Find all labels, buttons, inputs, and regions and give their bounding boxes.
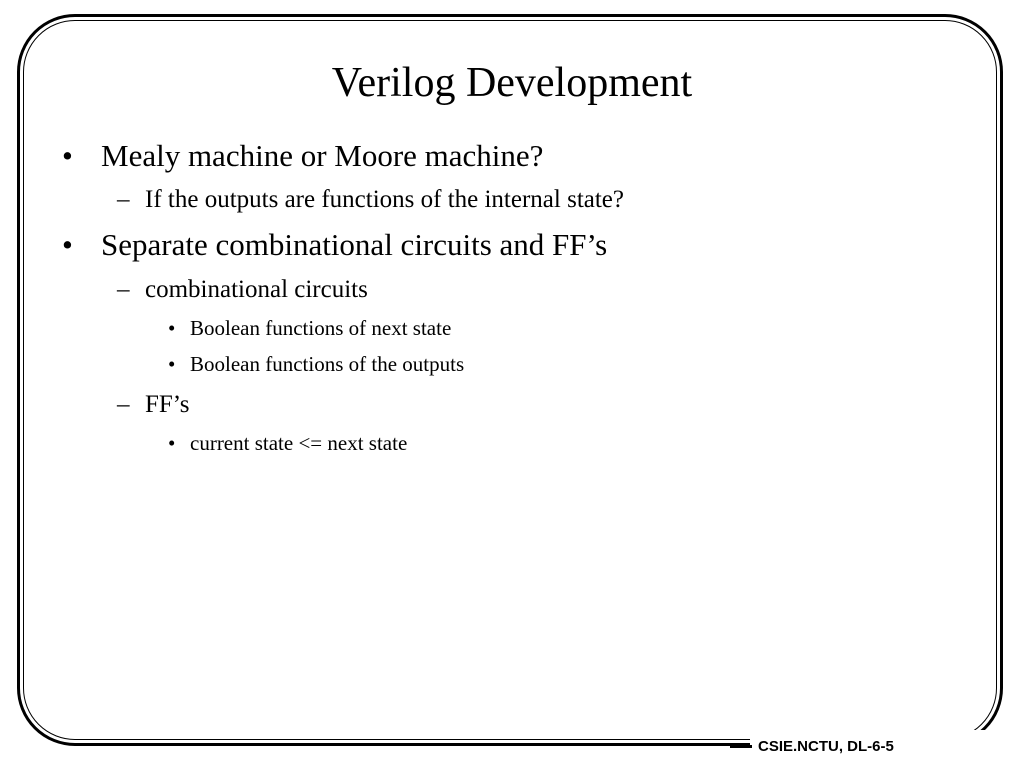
- sub-bullet-text: combinational circuits: [145, 276, 368, 303]
- sub-sub-bullet-text: current state <= next state: [190, 431, 408, 455]
- sub-bullet-marker: –: [117, 391, 130, 418]
- bullet-marker: •: [62, 138, 73, 173]
- bullet-text: Mealy machine or Moore machine?: [101, 138, 544, 173]
- slide-footer: CSIE.NCTU, DL-6-5: [758, 738, 894, 755]
- sub-sub-bullet-marker: •: [168, 352, 176, 376]
- sub-sub-bullet-marker: •: [168, 431, 176, 455]
- slide-border-inner: [23, 20, 997, 740]
- sub-sub-bullet-text: Boolean functions of the outputs: [190, 352, 465, 376]
- sub-bullet-marker: –: [117, 276, 130, 303]
- sub-sub-bullet-text: Boolean functions of next state: [190, 316, 452, 340]
- sub-bullet-text: If the outputs are functions of the internal state?: [145, 186, 625, 213]
- sub-bullet-text: FF’s: [145, 391, 190, 418]
- slide-title: Verilog Development: [331, 60, 693, 106]
- bullet-marker: •: [62, 227, 73, 262]
- footer-line: [730, 745, 752, 748]
- sub-sub-bullet-marker: •: [168, 316, 176, 340]
- sub-bullet-marker: –: [117, 186, 130, 213]
- bullet-text: Separate combinational circuits and FF’s: [101, 227, 608, 262]
